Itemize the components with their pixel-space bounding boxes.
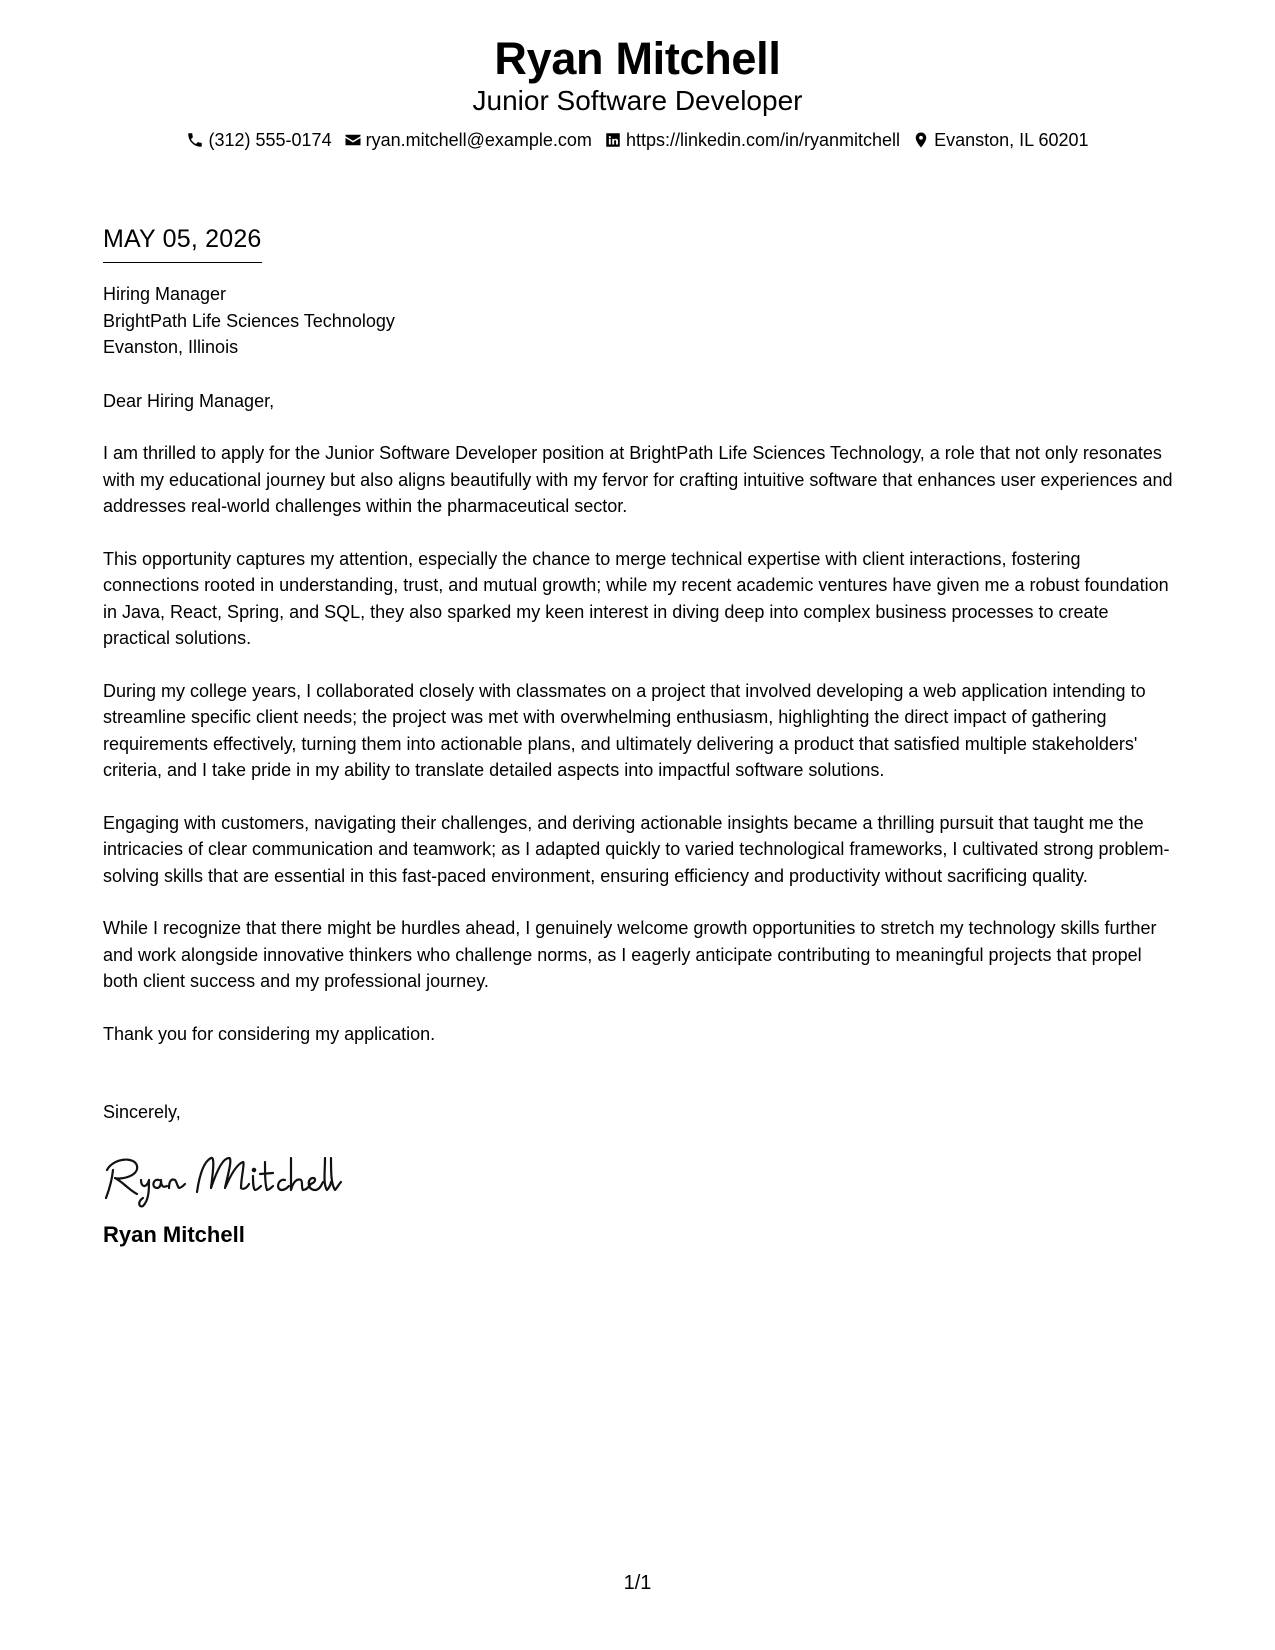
recipient-block bbox=[103, 281, 1173, 361]
page-number: 1/1 bbox=[623, 1572, 652, 1594]
location-text: Evanston, IL 60201 bbox=[934, 130, 1089, 150]
linkedin-text[interactable]: https://linkedin.com/in/ryanmitchell bbox=[625, 130, 901, 150]
letter-body bbox=[103, 222, 1173, 1250]
contact-location bbox=[912, 128, 1088, 152]
envelope-icon bbox=[344, 131, 362, 149]
body-paragraph: Engaging with customers, navigating their challenges, and deriving actionable insights became a thrilling pursuit that taught me the intricacies of clear communication and teamwork; as I adapted quickly to varied technological frameworks, I cultivated strong problem-solving skills that are essential in this fast-paced environment, ensuring efficiency and productivity without sacrificing quality. bbox=[103, 812, 1170, 886]
email-text[interactable]: ryan.mitchell@example.com bbox=[365, 130, 592, 150]
body-paragraph: This opportunity captures my attention, especially the chance to merge technical expertise with client interactions, fostering connections rooted in understanding, trust, and mutual growth; while my recent academic ventures have given me a robust foundation in Java, React, Spring, and SQL, they also sparked my keen interest in diving deep into complex business processes to create practical solutions. bbox=[103, 548, 1169, 648]
recipient-line: BrightPath Life Sciences Technology bbox=[103, 310, 395, 331]
map-pin-icon bbox=[912, 131, 930, 149]
salutation: Dear Hiring Manager, bbox=[103, 390, 275, 411]
contact-phone bbox=[186, 128, 331, 152]
signature-image bbox=[103, 1148, 343, 1208]
linkedin-icon bbox=[604, 131, 622, 149]
contact-info bbox=[0, 128, 1275, 152]
body-paragraph: During my college years, I collaborated closely with classmates on a project that involved developing a web application intending to streamline specific client needs; the project was met with overwhelming enthusiasm, highlighting the direct impact of gathering requirements effectively, turning them into actionable plans, and ultimately delivering a product that satisfied multiple stakeholders' criteria, and I take pride in my ability to translate detailed aspects into impactful software solutions. bbox=[103, 680, 1146, 780]
contact-linkedin[interactable] bbox=[604, 128, 900, 152]
contact-email[interactable] bbox=[344, 128, 592, 152]
recipient-line: Hiring Manager bbox=[103, 284, 227, 304]
body-paragraph: I am thrilled to apply for the Junior Software Developer position at BrightPath Life Sciences Technology, a role that not only resonates with my educational journey but also aligns beautifully with my fervor for crafting intuitive software that enhances user experiences and addresses real-world challenges within the pharmaceutical sector. bbox=[103, 443, 1173, 516]
signed-name: Ryan Mitchell bbox=[103, 1221, 245, 1247]
applicant-name: Ryan Mitchell bbox=[494, 33, 781, 84]
signoff: Sincerely, bbox=[103, 1102, 181, 1122]
applicant-title: Junior Software Developer bbox=[472, 85, 803, 116]
phone-text: (312) 555-0174 bbox=[208, 130, 332, 150]
letter-date: MAY 05, 2026 bbox=[103, 222, 262, 263]
body-paragraph: While I recognize that there might be hurdles ahead, I genuinely welcome growth opportunities to stretch my technology skills further and work alongside innovative thinkers who challenge norms, as I eagerly anticipate contributing to meaningful projects that propel both client success and my professional journey. bbox=[103, 918, 1157, 991]
handwritten-signature bbox=[103, 1148, 343, 1208]
closing-line: Thank you for considering my application. bbox=[103, 1023, 436, 1044]
letter-header bbox=[0, 30, 1275, 152]
recipient-line: Evanston, Illinois bbox=[103, 337, 239, 357]
phone-icon bbox=[186, 131, 204, 149]
